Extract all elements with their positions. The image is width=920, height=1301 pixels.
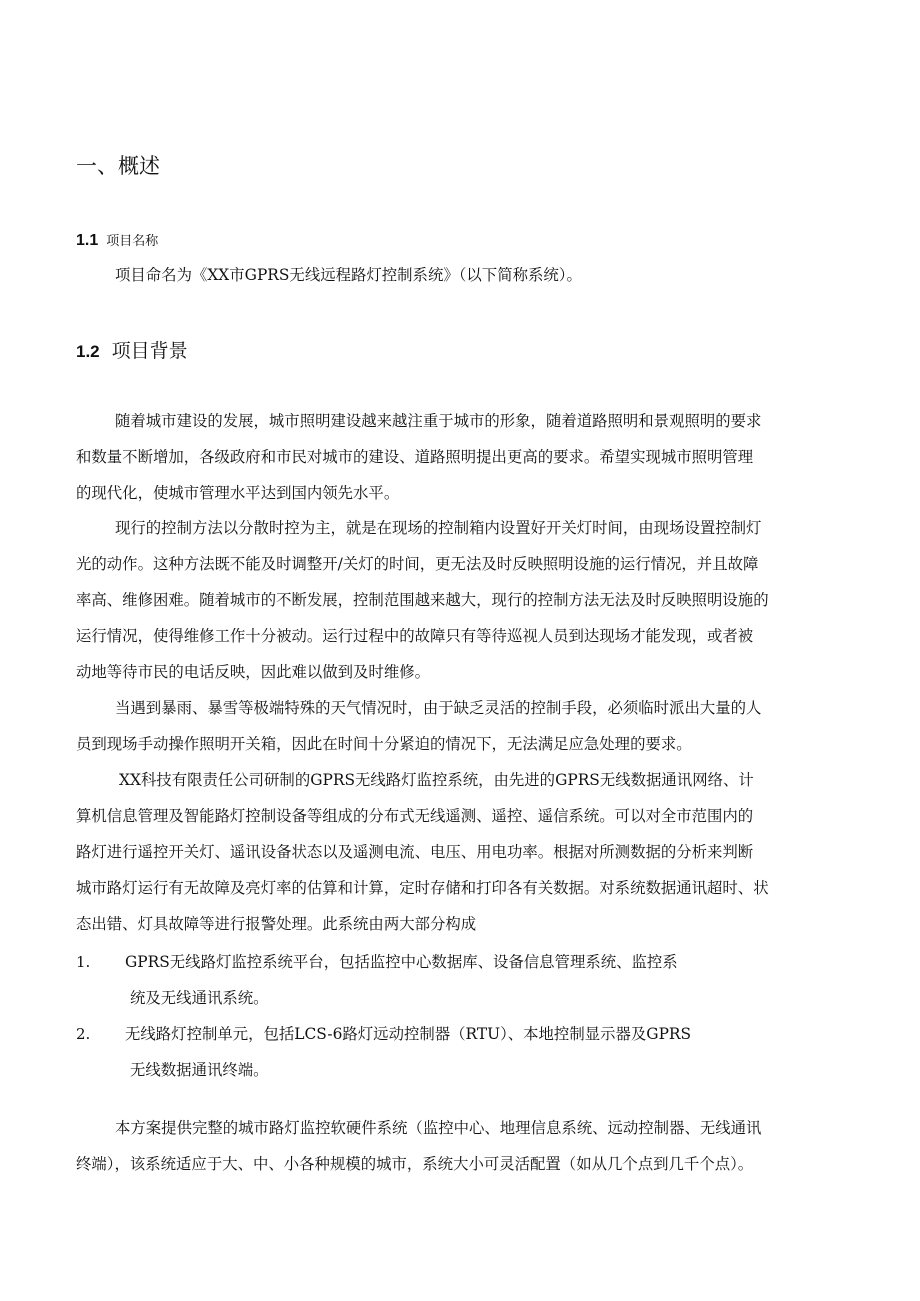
subsection-number: 1.1: [76, 232, 99, 249]
paragraph-line: 算机信息管理及智能路灯控制设备等组成的分布式无线遥测、遥控、遥信系统。可以对全市范围内的: [76, 807, 754, 825]
paragraph-line: 和数量不断增加，各级政府和市民对城市的建设、道路照明提出更高的要求。希望实现城市照明管理: [76, 448, 754, 466]
paragraph-line: 率高、维修困难。随着城市的不断发展，控制范围越来越大，现行的控制方法无法及时反映照明设施的: [76, 591, 769, 609]
paragraph-line: 本方案提供完整的城市路灯监控软硬件系统（监控中心、地理信息系统、远动控制器、无线通讯: [115, 1119, 762, 1137]
paragraph-line: 现行的控制方法以分散时控为主，就是在现场的控制箱内设置好开关灯时间，由现场设置控制灯: [115, 519, 762, 537]
list-item-line: 统及无线通讯系统。: [130, 989, 269, 1007]
paragraph-line: 终端），该系统适应于大、中、小各种规模的城市，系统大小可灵活配置（如从几个点到几千个点）。: [76, 1155, 754, 1173]
list-item-line: 无线路灯控制单元，包括LCS-6路灯远动控制器（RTU）、本地控制显示器及GPRS: [125, 1025, 692, 1043]
list-item-line: GPRS无线路灯监控系统平台，包括监控中心数据库、设备信息管理系统、监控系: [125, 953, 678, 971]
subsection-number: 1.2: [76, 342, 100, 361]
paragraph-line: 员到现场手动操作照明开关箱，因此在时间十分紧迫的情况下，无法满足应急处理的要求。: [76, 735, 692, 753]
subsection-title: 项目背景: [111, 340, 188, 362]
paragraph-line: 随着城市建设的发展，城市照明建设越来越注重于城市的形象，随着道路照明和景观照明的要求: [115, 412, 762, 430]
project-name-text: 项目命名为《XX市GPRS无线远程路灯控制系统》（以下简称系统）。: [115, 266, 582, 284]
list-item-line: 无线数据通讯终端。: [130, 1061, 269, 1079]
paragraph-line: 态出错、灯具故障等进行报警处理。此系统由两大部分构成: [76, 915, 477, 933]
paragraph-line: 动地等待市民的电话反映，因此难以做到及时维修。: [76, 663, 430, 681]
paragraph-line: 城市路灯运行有无故障及亮灯率的估算和计算，定时存储和打印各有关数据。对系统数据通讯超时、状: [76, 879, 769, 897]
subsection-heading-1-2: [76, 336, 188, 363]
paragraph-line: 当遇到暴雨、暴雪等极端特殊的天气情况时，由于缺乏灵活的控制手段，必须临时派出大量的人: [115, 699, 762, 717]
paragraph-line: XX科技有限责任公司研制的GPRS无线路灯监控系统，由先进的GPRS无线数据通讯网络、计: [119, 771, 754, 789]
paragraph-line: 路灯进行遥控开关灯、遥讯设备状态以及遥测电流、电压、用电功率。根据对所测数据的分析来判断: [76, 843, 754, 861]
paragraph-line: 运行情况，使得维修工作十分被动。运行过程中的故障只有等待巡视人员到达现场才能发现，或者被: [76, 627, 754, 645]
subsection-heading-1-1: [76, 230, 158, 250]
section-heading: 一、概述: [76, 154, 160, 178]
list-item-number: 1.: [76, 953, 91, 971]
subsection-title: 项目名称: [106, 234, 159, 249]
list-item-number: 2.: [76, 1025, 91, 1043]
paragraph-line: 光的动作。这种方法既不能及时调整开/关灯的时间，更无法及时反映照明设施的运行情况，并且故障: [76, 555, 759, 573]
paragraph-line: 的现代化，使城市管理水平达到国内领先水平。: [76, 484, 400, 502]
